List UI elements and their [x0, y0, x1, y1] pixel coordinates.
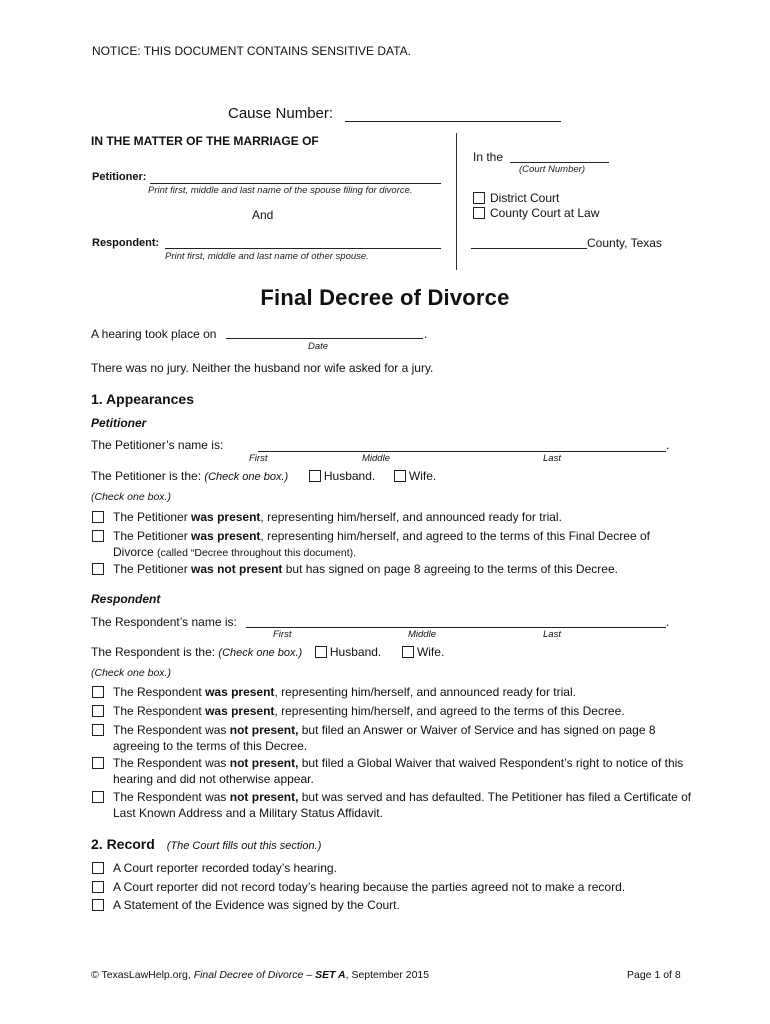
cause-number-field[interactable]	[345, 121, 561, 122]
respondent-wife-checkbox[interactable]	[402, 646, 414, 658]
petitioner-option-not-present: The Petitioner was not present but has signed on page 8 agreeing to the terms of this Decree.	[113, 562, 618, 576]
record-option-not-recorded: A Court reporter did not record today’s hearing because the parties agreed not to make a record.	[113, 880, 626, 894]
respondent-label: Respondent:	[92, 237, 160, 249]
petitioner-husband-label: Husband.	[323, 469, 376, 483]
caption-divider	[456, 133, 457, 270]
district-court-checkbox[interactable]	[473, 192, 485, 204]
respondent-role-line	[91, 645, 444, 659]
petitioner-label: Petitioner:	[92, 171, 147, 183]
respondent-wife-label: Wife.	[416, 645, 445, 659]
respondent-option-checkbox[interactable]	[92, 705, 104, 717]
petitioner-wife-checkbox[interactable]	[394, 470, 406, 482]
respondent-first-caption: First	[273, 629, 292, 640]
petitioner-option-checkbox[interactable]	[92, 563, 104, 575]
respondent-last-caption: Last	[543, 629, 561, 640]
cause-number-label: Cause Number:	[228, 105, 334, 122]
court-number-field[interactable]	[510, 162, 609, 163]
county-court-checkbox[interactable]	[473, 207, 485, 219]
petitioner-last-caption: Last	[543, 453, 561, 464]
respondent-option-present-agreed: The Respondent was present, representing him/herself, and agreed to the terms of this Decree.	[113, 704, 625, 718]
sensitive-data-notice: NOTICE: THIS DOCUMENT CONTAINS SENSITIVE DATA.	[92, 44, 411, 58]
respondent-subheading: Respondent	[91, 592, 161, 606]
petitioner-name-label: The Petitioner’s name is:	[91, 438, 224, 452]
respondent-caption: Print first, middle and last name of other spouse.	[165, 251, 369, 262]
respondent-option-answer-waiver: The Respondent was not present, but filed an Answer or Waiver of Service and has signed on page 8 agreeing to the terms of this Decree.	[113, 723, 656, 753]
county-court-option[interactable]	[473, 206, 599, 220]
marriage-matter-heading: IN THE MATTER OF THE MARRIAGE OF	[91, 134, 319, 148]
record-option-checkbox[interactable]	[92, 862, 104, 874]
no-jury-statement: There was no jury. Neither the husband nor wife asked for a jury.	[91, 361, 434, 375]
respondent-option-checkbox[interactable]	[92, 686, 104, 698]
respondent-husband-label: Husband.	[329, 645, 382, 659]
petitioner-name-period: .	[666, 438, 670, 452]
respondent-option-checkbox[interactable]	[92, 757, 104, 769]
petitioner-middle-caption: Middle	[362, 453, 390, 464]
record-option-recorded: A Court reporter recorded today’s hearing.	[113, 861, 337, 875]
record-option-checkbox[interactable]	[92, 881, 104, 893]
in-the-label: In the	[473, 150, 504, 164]
petitioner-first-caption: First	[249, 453, 268, 464]
respondent-option-checkbox[interactable]	[92, 791, 104, 803]
respondent-full-name-field[interactable]	[246, 627, 666, 628]
page-number: Page 1 of 8	[627, 969, 681, 981]
date-caption: Date	[308, 341, 329, 352]
footer-source: © TexasLawHelp.org, Final Decree of Divorce – SET A, September 2015	[91, 969, 430, 981]
document-title: Final Decree of Divorce	[260, 285, 510, 310]
respondent-role-label: The Respondent is the:	[91, 645, 216, 659]
respondent-middle-caption: Middle	[408, 629, 436, 640]
district-court-label: District Court	[490, 191, 560, 205]
petitioner-role-line	[91, 469, 436, 483]
respondent-name-label: The Respondent’s name is:	[91, 615, 237, 629]
record-option-statement: A Statement of the Evidence was signed by the Court.	[113, 898, 400, 912]
petitioner-role-instruction: (Check one box.)	[204, 471, 289, 483]
hearing-date-field[interactable]	[226, 338, 423, 339]
respondent-option-global-waiver: The Respondent was not present, but filed a Global Waiver that waived Respondent’s right to notice of this hearing and did not otherwise appear.	[113, 756, 684, 786]
county-label: County, Texas	[587, 236, 662, 250]
respondent-check-one: (Check one box.)	[91, 667, 171, 679]
petitioner-subheading: Petitioner	[91, 416, 147, 430]
and-label: And	[252, 208, 274, 222]
petitioner-check-one: (Check one box.)	[91, 491, 171, 503]
petitioner-wife-label: Wife.	[408, 469, 437, 483]
petitioner-husband-checkbox[interactable]	[309, 470, 321, 482]
hearing-text: A hearing took place on	[91, 327, 217, 341]
record-option-checkbox[interactable]	[92, 899, 104, 911]
district-court-option[interactable]	[473, 191, 559, 205]
respondent-role-instruction: (Check one box.)	[218, 647, 303, 659]
respondent-option-checkbox[interactable]	[92, 724, 104, 736]
petitioner-option-checkbox[interactable]	[92, 530, 104, 542]
county-name-field[interactable]	[471, 248, 587, 249]
petitioner-name-field[interactable]	[150, 183, 441, 184]
respondent-name-field[interactable]	[165, 248, 441, 249]
record-note: (The Court fills out this section.)	[166, 840, 322, 852]
petitioner-option-checkbox[interactable]	[92, 511, 104, 523]
record-heading: 2. Record (The Court fills out this section.)	[91, 836, 322, 852]
petitioner-option-present-agreed: The Petitioner was present, representing him/herself, and agreed to the terms of this Final Decree of Divorce (called “Decree throughout this document).	[113, 529, 650, 559]
hearing-period: .	[424, 327, 428, 341]
petitioner-full-name-field[interactable]	[258, 451, 666, 452]
county-court-label: County Court at Law	[490, 206, 600, 220]
respondent-option-defaulted: The Respondent was not present, but was served and has defaulted. The Petitioner has filed a Certificate of Last Known Address and a Military Status Affidavit.	[113, 790, 692, 820]
appearances-heading: 1. Appearances	[91, 391, 194, 407]
respondent-option-present-ready: The Respondent was present, representing him/herself, and announced ready for trial.	[113, 685, 576, 699]
petitioner-role-label: The Petitioner is the:	[91, 469, 202, 483]
court-number-caption: (Court Number)	[519, 164, 585, 175]
respondent-name-period: .	[666, 615, 670, 629]
respondent-husband-checkbox[interactable]	[315, 646, 327, 658]
petitioner-option-present-ready: The Petitioner was present, representing him/herself, and announced ready for trial.	[113, 510, 562, 524]
petitioner-caption: Print first, middle and last name of the spouse filing for divorce.	[148, 185, 413, 196]
